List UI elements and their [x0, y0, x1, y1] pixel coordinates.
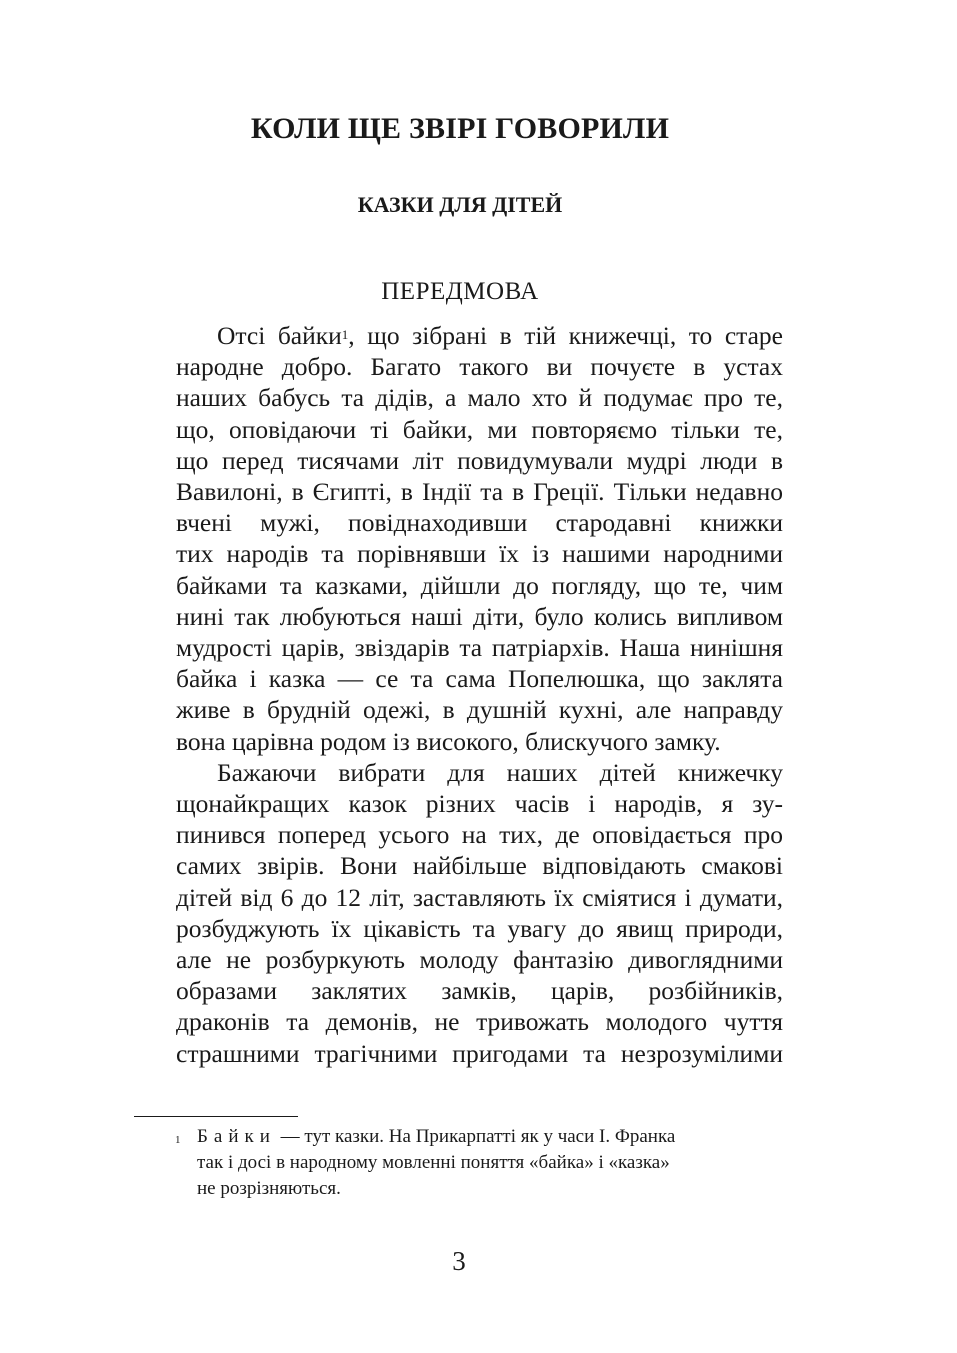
- text-line: вчені мужі, повіднаходивши стародавні книжки: [176, 508, 783, 538]
- page-number: 3: [452, 1246, 466, 1276]
- body-text: [135, 320, 783, 1069]
- text-line: нині так любуються наші діти, було колись випливом: [176, 601, 783, 631]
- book-title: КОЛИ ЩЕ ЗВІРІ ГОВОРИЛИ: [250, 112, 670, 145]
- text-line: що перед тисячами літ повидумували мудрі люди в: [176, 445, 783, 475]
- text-line: що, оповідаючи ті байки, ми повторяємо тільки те,: [176, 414, 783, 444]
- text-line: наших бабусь та дідів, а мало хто й подумає про те,: [176, 383, 783, 413]
- footnote-divider: [134, 1116, 298, 1117]
- text-line: щонайкращих казок різних часів і народів, я зу-: [176, 789, 783, 819]
- text-line: драконів та демонів, не тривожать молодого чуття: [176, 1007, 783, 1037]
- footnote-mark: 1: [175, 1134, 181, 1146]
- paragraph-1: [135, 320, 783, 757]
- footnote-line: не розрізняються.: [197, 1178, 341, 1199]
- text-line: байками та казками, дійшли до погляду, що те, чим: [176, 570, 783, 600]
- text-line: самих звірів. Вони найбільше відповідають смакові: [176, 851, 783, 881]
- text-line: [135, 320, 783, 351]
- text-line: Вавилоні, в Єгипті, в Індії та в Греції. Тільки недавно: [176, 477, 783, 507]
- footnote-dash: —: [280, 1126, 300, 1147]
- footnote-text: тут казки. На Прикарпатті як у часи І. Франка: [304, 1126, 676, 1147]
- text-line: дітей від 6 до 12 літ, заставляють їх сміятися і думати,: [176, 882, 783, 912]
- text-line: народне добро. Багато такого ви почуєте в устах: [176, 352, 783, 382]
- text-line: мудрості царів, звіздарів та патріархів. Наша нинішня: [176, 633, 783, 663]
- text-line: але не розбуркують молоду фантазію дивоглядними: [176, 945, 783, 975]
- section-heading: ПЕРЕДМОВА: [381, 278, 539, 305]
- text-line: вона царівна родом із високого, блискучого замку.: [176, 726, 721, 756]
- footnote: [135, 1124, 783, 1202]
- footnote-line: так і досі в народному мовленні поняття «байка» і «казка»: [197, 1152, 670, 1173]
- text-line: байка і казка — се та сама Попелюшка, що заклята: [176, 664, 783, 694]
- text-line: тих народів та порівнявши їх із нашими народними: [176, 539, 783, 569]
- footnote-body: [197, 1124, 783, 1202]
- text-line: образами заклятих замків, царів, розбійників,: [176, 976, 783, 1006]
- footnote-reference[interactable]: 1: [341, 327, 349, 342]
- text-fragment: , що зібрані в тій книжечці, то старе: [348, 321, 783, 350]
- book-subtitle: КАЗКИ ДЛЯ ДІТЕЙ: [357, 192, 563, 217]
- text-line: живе в брудній одежі, в душній кухні, але направду: [176, 695, 783, 725]
- text-fragment: Отсі байки: [217, 321, 342, 350]
- paragraph-2: [135, 757, 783, 1069]
- text-line: страшними трагічними пригодами та незрозумілими: [176, 1038, 783, 1068]
- text-line: розбуджують їх цікавість та увагу до явищ природи,: [176, 913, 783, 943]
- footnote-line: [197, 1124, 783, 1150]
- text-line: пинився поперед усього на тих, де оповідається про: [176, 820, 783, 850]
- footnote-term: Байки: [197, 1126, 276, 1147]
- text-line: Бажаючи вибрати для наших дітей книжечку: [217, 757, 783, 787]
